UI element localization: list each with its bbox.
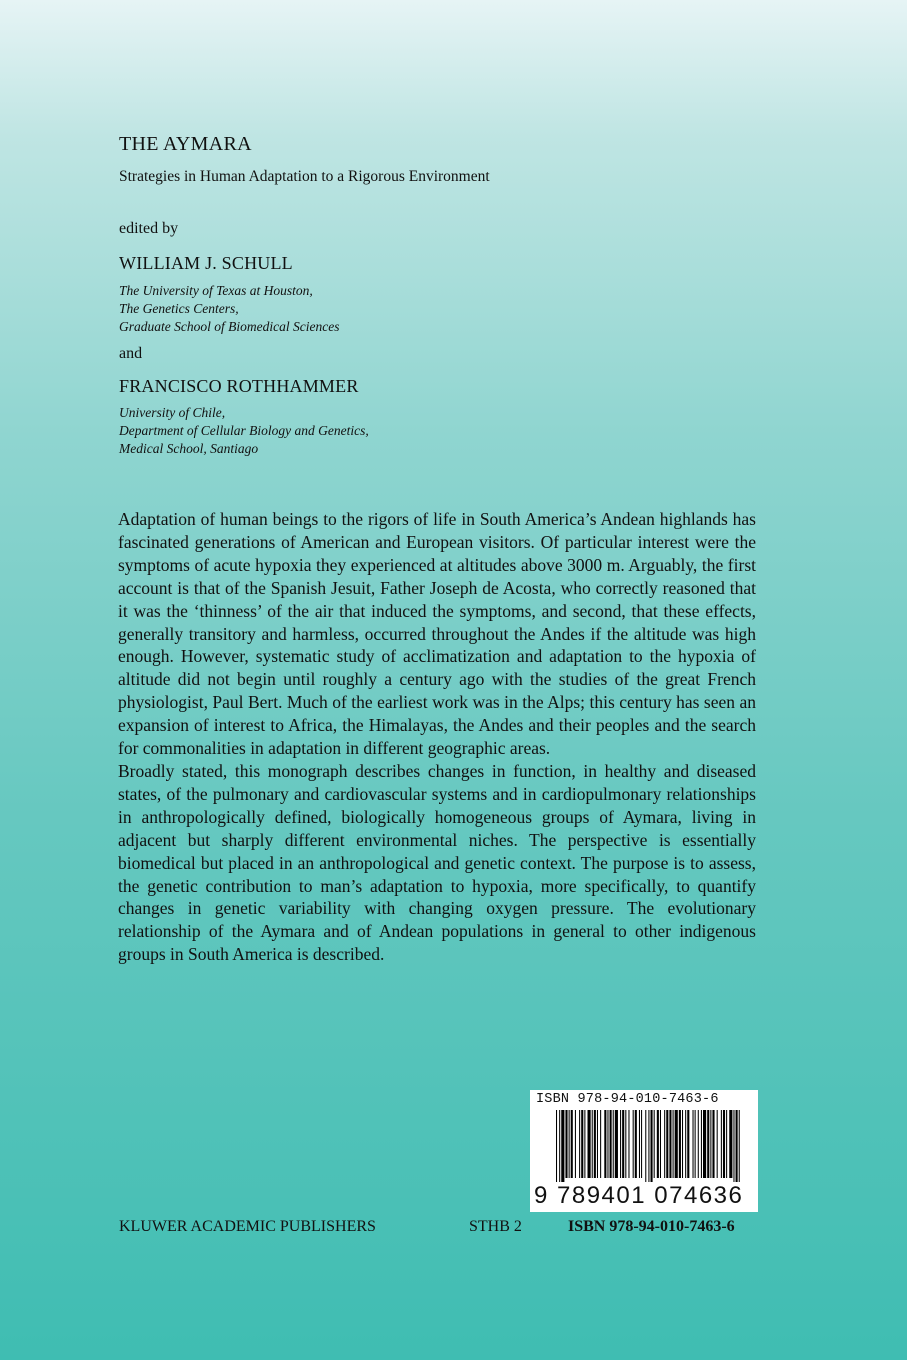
barcode-bar xyxy=(717,1110,718,1178)
barcode-bar xyxy=(654,1110,655,1178)
affiliation-line: Graduate School of Biomedical Sciences xyxy=(119,319,340,334)
barcode-bar xyxy=(628,1110,629,1178)
barcode-bar xyxy=(645,1110,646,1182)
barcode-bar xyxy=(604,1110,606,1178)
barcode-bar xyxy=(641,1110,642,1178)
editor-1-name: WILLIAM J. SCHULL xyxy=(119,253,293,273)
and-label: and xyxy=(119,345,143,362)
barcode-bar xyxy=(607,1110,608,1178)
barcode-bar xyxy=(701,1110,702,1178)
series-code: STHB 2 xyxy=(469,1218,522,1235)
barcode-bar xyxy=(712,1110,714,1178)
barcode-bar xyxy=(736,1110,738,1182)
barcode-bar xyxy=(648,1110,649,1182)
barcode-bar xyxy=(594,1110,596,1178)
editor-2-affiliation xyxy=(119,404,369,458)
affiliation-line: University of Chile, xyxy=(119,405,226,420)
barcode-bar xyxy=(575,1110,576,1178)
barcode-bar xyxy=(597,1110,598,1178)
barcode-bar xyxy=(600,1110,601,1178)
affiliation-line: The Genetics Centers, xyxy=(119,301,239,316)
barcode-bar xyxy=(707,1110,709,1178)
barcode-bar xyxy=(723,1110,725,1178)
barcode-bar xyxy=(733,1110,734,1182)
editor-1-affiliation xyxy=(119,282,339,336)
barcode-bar xyxy=(664,1110,665,1178)
barcode-bar xyxy=(613,1110,614,1178)
affiliation-line: Department of Cellular Biology and Genetics, xyxy=(119,423,369,438)
barcode-digits: 9 789401 074636 xyxy=(534,1182,744,1209)
barcode-bar xyxy=(615,1110,618,1178)
affiliation-line: Medical School, Santiago xyxy=(119,441,259,456)
back-cover-blurb xyxy=(118,508,756,966)
barcode-bar xyxy=(635,1110,637,1178)
barcode-bar xyxy=(660,1110,661,1178)
book-title: THE AYMARA xyxy=(119,133,252,155)
barcode-bar xyxy=(565,1110,567,1178)
barcode-bar xyxy=(682,1110,683,1178)
barcode-bar xyxy=(703,1110,706,1178)
barcode-bar xyxy=(561,1110,564,1182)
blurb-paragraph-2: Broadly stated, this monograph describes changes in function, in healthy and diseased states, of the pulmonary and cardiovascular systems and in cardiopulmonary relationships in anthropologically defined, biologically homogeneous groups of Aymara, living in adjacent but sharply different environmental niches. The perspective is essentially biomedical but placed in an anthropological and genetic context. The purpose is to assess, the genetic contribution to man’s adaptation to hypoxia, more specifically, to quantify changes in genetic variability with changing oxygen pressure. The evolutionary relationship of the Aymara and of Andean populations in general to other indigenous groups in South America is described. xyxy=(118,760,756,965)
barcode-bar xyxy=(695,1110,696,1178)
editor-2-name: FRANCISCO ROTHHAMMER xyxy=(119,376,359,396)
barcode-bar xyxy=(687,1110,689,1178)
barcode-bar xyxy=(620,1110,621,1178)
barcode-bar xyxy=(556,1110,557,1182)
isbn-barcode xyxy=(530,1090,758,1212)
barcode-bar xyxy=(651,1110,653,1182)
barcode-bar xyxy=(610,1110,612,1178)
barcode-bar xyxy=(581,1110,583,1178)
barcode-bar xyxy=(673,1110,674,1178)
publisher-name: KLUWER ACADEMIC PUBLISHERS xyxy=(119,1218,376,1235)
barcode-bar xyxy=(669,1110,671,1178)
barcode-bar xyxy=(579,1110,580,1178)
barcode-bar xyxy=(729,1110,732,1178)
barcode-bar xyxy=(639,1110,640,1178)
barcode-bar xyxy=(666,1110,668,1178)
barcode-bar xyxy=(675,1110,678,1178)
barcode-bar xyxy=(679,1110,681,1178)
barcode-bar xyxy=(657,1110,659,1178)
barcode-bar xyxy=(622,1110,624,1178)
footer-isbn: ISBN 978-94-010-7463-6 xyxy=(568,1218,735,1235)
barcode-bar xyxy=(592,1110,593,1178)
barcode-bar xyxy=(588,1110,591,1178)
barcode-bar xyxy=(569,1110,570,1178)
barcode-bar xyxy=(726,1110,727,1178)
barcode-bar xyxy=(693,1110,694,1178)
edited-by-label: edited by xyxy=(119,220,179,237)
barcode-bar xyxy=(721,1110,722,1178)
barcode-isbn-text: ISBN 978-94-010-7463-6 xyxy=(536,1092,719,1107)
barcode-bar xyxy=(584,1110,585,1178)
barcode-bar xyxy=(739,1110,740,1182)
barcode-bar xyxy=(633,1110,634,1178)
affiliation-line: The University of Texas at Houston, xyxy=(119,283,313,298)
barcode-bar xyxy=(571,1110,573,1178)
barcode-bars xyxy=(556,1110,740,1182)
barcode-bar xyxy=(698,1110,699,1178)
barcode-bar xyxy=(559,1110,560,1182)
barcode-bar xyxy=(710,1110,711,1178)
blurb-paragraph-1: Adaptation of human beings to the rigors of life in South America’s Andean highlands has fascinated generations of American and European visitors. Of particular interest were the symptoms of acute hypoxia they experienced at altitudes above 3000 m. Arguably, the first account is that of the Spanish Jesuit, Father Joseph de Acosta, who correctly reasoned that it was the ‘thinness’ of the air that induced the symptoms, and second, that these effects, generally transitory and harmless, occurred throughout the Andes if the altitude was high enough. However, systematic study of acclimatization and adaptation to the hypoxia of altitude did not begin until roughly a century ago with the studies of the great French physiologist, Paul Bert. Much of the earliest work was in the Alps; this century has seen an expansion of interest to Africa, the Himalayas, the Andes and their peoples and the search for commonalities in adaptation in different geographic areas. xyxy=(118,509,756,759)
barcode-bar xyxy=(625,1110,626,1178)
barcode-bar xyxy=(685,1110,686,1178)
book-subtitle: Strategies in Human Adaptation to a Rigorous Environment xyxy=(119,168,490,185)
